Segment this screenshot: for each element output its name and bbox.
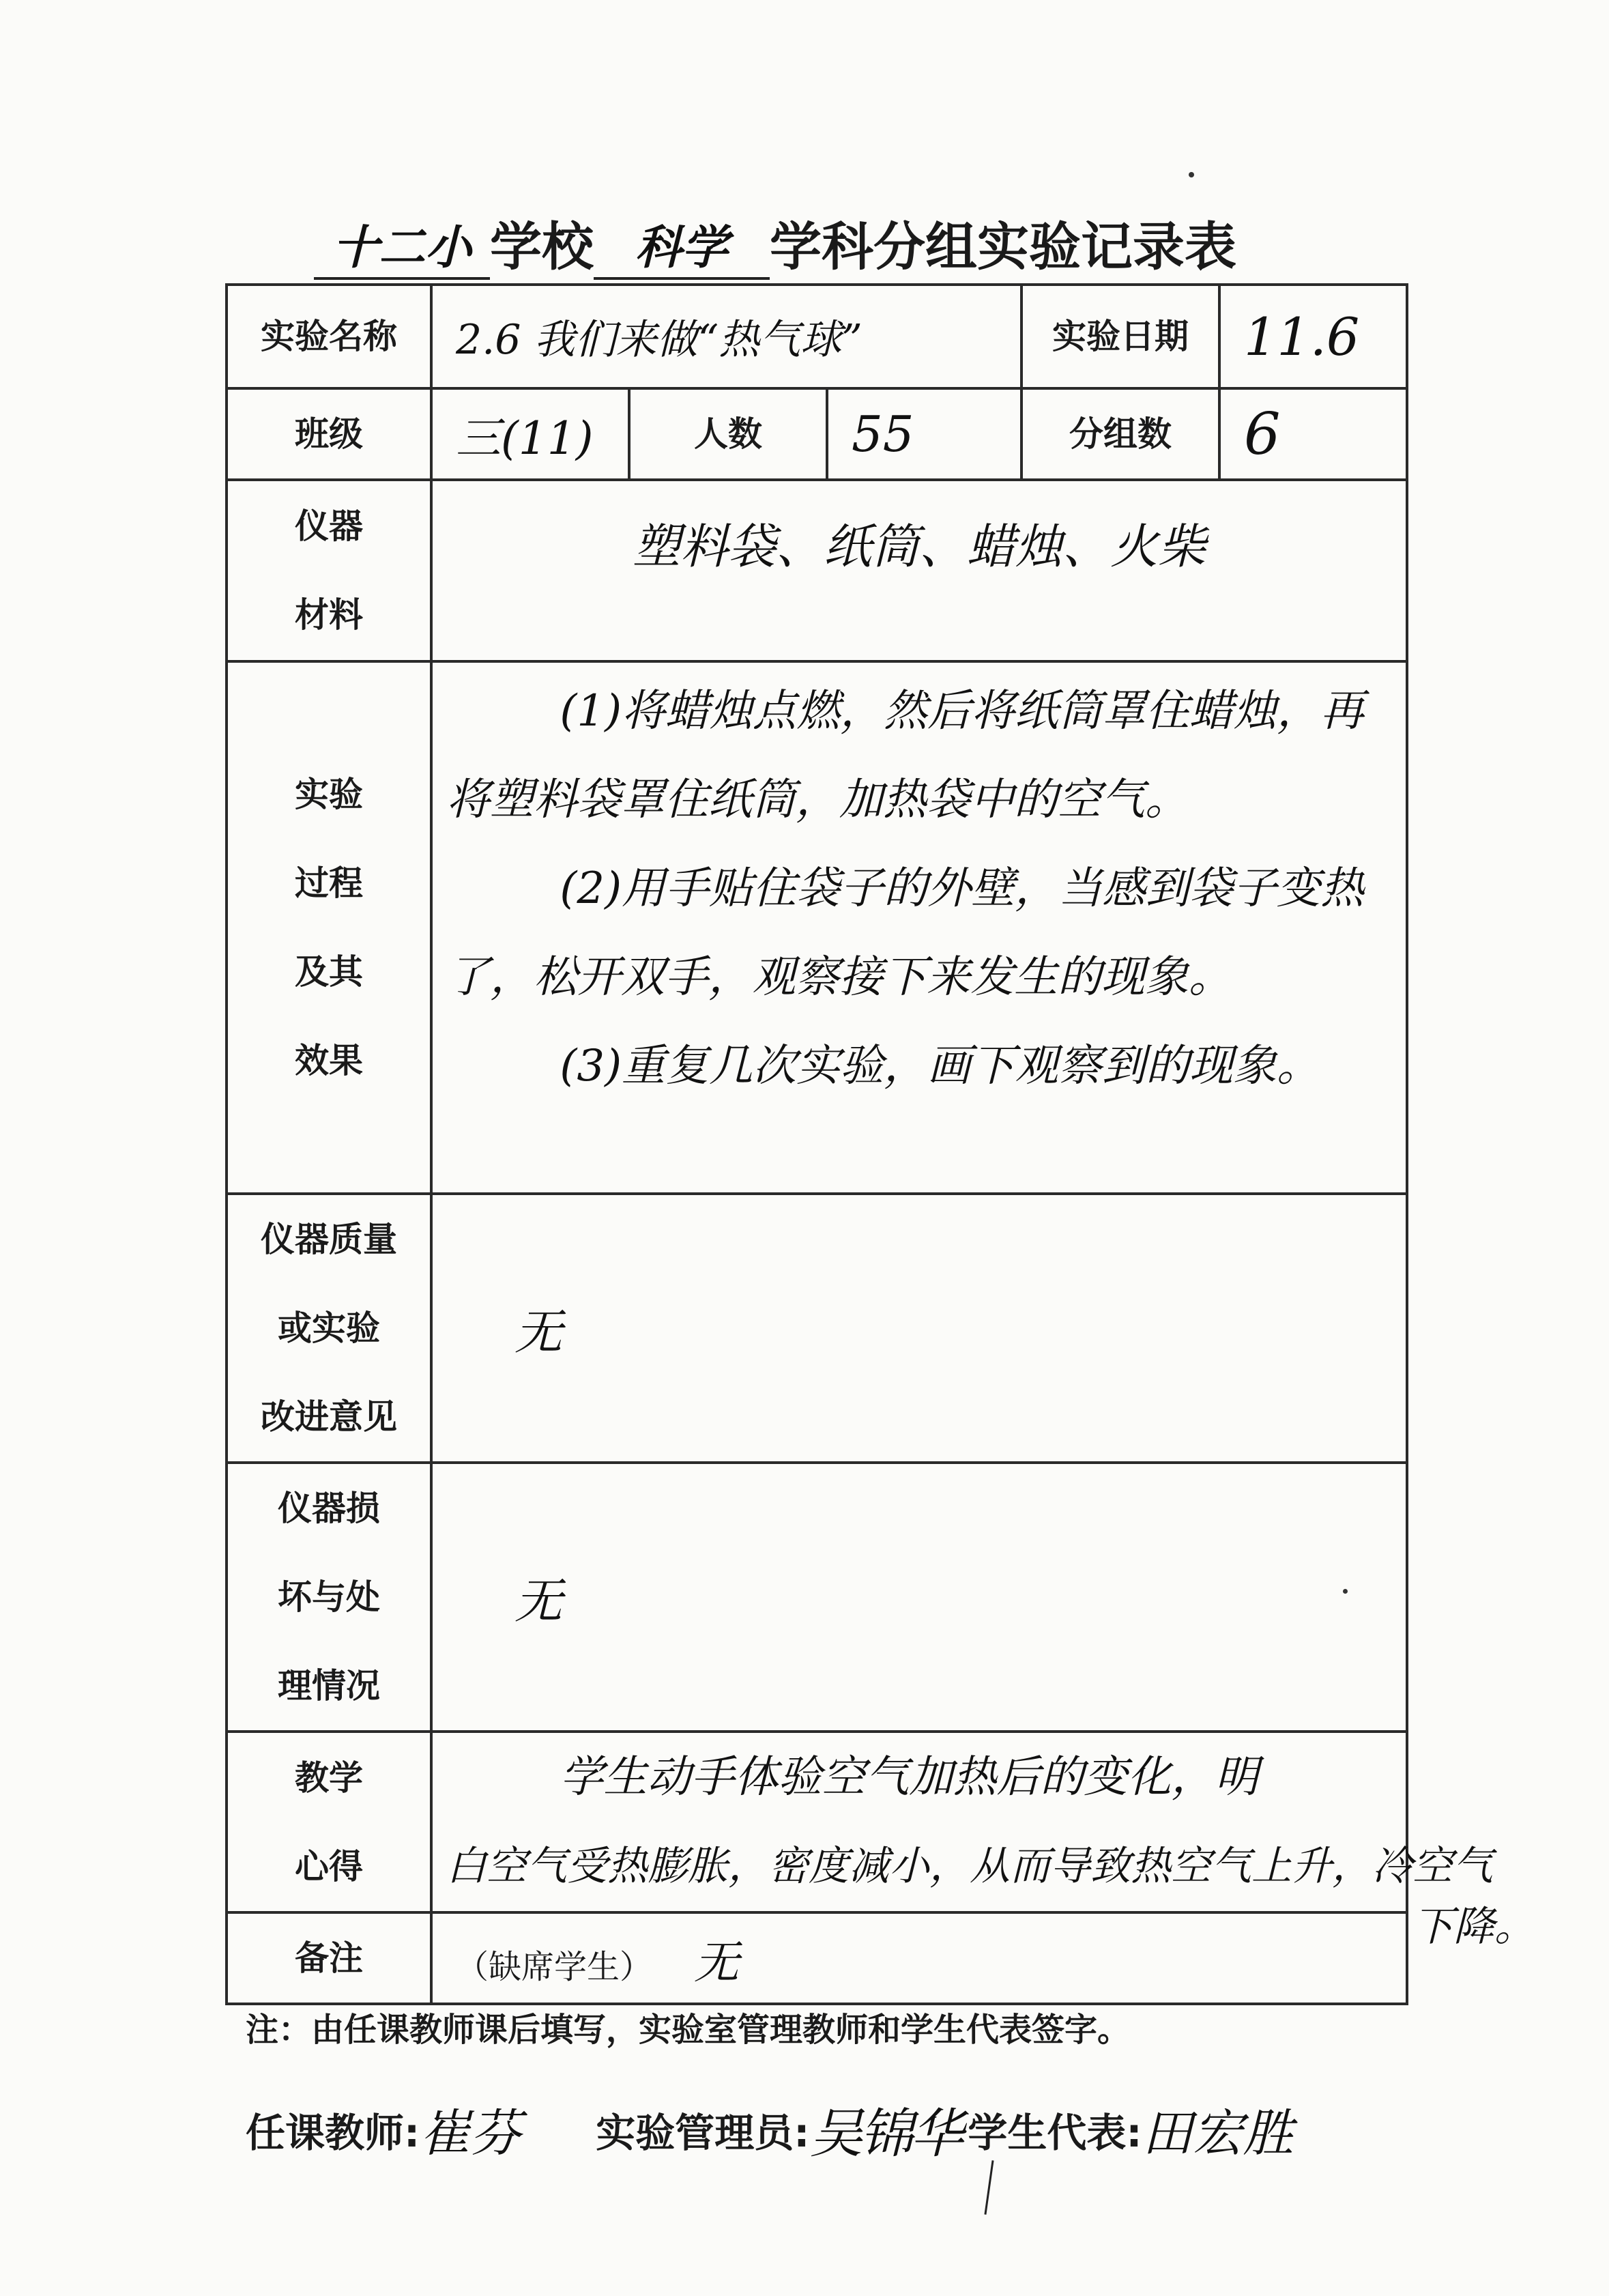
speck-mark — [1343, 1589, 1348, 1594]
row-materials — [227, 480, 1407, 661]
process-content — [431, 661, 1407, 1194]
title-suffix: 学科分组实验记录表 — [770, 216, 1236, 277]
student-label: 学生代表: — [968, 2110, 1142, 2156]
reflection-content — [431, 1732, 1494, 1912]
remarks-text: 无 — [694, 1936, 739, 1989]
quality-value: 无 — [431, 1194, 1407, 1463]
materials-value: 塑料袋、纸筒、蜡烛、火柴 — [431, 480, 1407, 661]
speck-mark — [1189, 172, 1194, 177]
groups-label: 分组数 — [1021, 388, 1219, 480]
admin-label: 实验管理员: — [596, 2110, 810, 2156]
process-step-2: (2)用手贴住袋子的外壁，当感到袋子变热了，松开双手，观察接下来发生的现象。 — [446, 863, 1365, 1003]
process-label: 实验 过程 及其 效果 — [227, 661, 431, 1194]
date-value: 11.6 — [1219, 285, 1407, 388]
reflection-line-2: 白空气受热膨胀，密度减小，从而导致热空气上升，冷空气 — [446, 1842, 1494, 1889]
count-value: 55 — [827, 388, 1021, 480]
row-remarks — [227, 1912, 1407, 2004]
class-label: 班级 — [227, 388, 431, 480]
remarks-value — [431, 1912, 1407, 2004]
class-value: 三(11) — [431, 388, 629, 480]
teacher-label: 任课教师: — [246, 2110, 420, 2156]
remarks-label: 备注 — [227, 1912, 431, 2004]
experiment-name-value: 2.6 我们来做“热气球” — [431, 285, 1021, 388]
reflection-line-3: 下降。 — [1412, 1903, 1535, 1951]
groups-value: 6 — [1219, 388, 1407, 480]
damage-value: 无 — [431, 1463, 1407, 1732]
reflection-line-1: 学生动手体验空气加热后的变化，明 — [560, 1752, 1259, 1803]
row-quality — [227, 1194, 1407, 1463]
footnote: 注：由任课教师课后填写，实验室管理教师和学生代表签字。 — [246, 2011, 1131, 2049]
process-step-1: (1)将蜡烛点燃，然后将纸筒罩住蜡烛，再将塑料袋罩住纸筒，加热袋中的空气。 — [446, 686, 1365, 825]
count-label: 人数 — [629, 388, 827, 480]
admin-signature: 吴锦华 — [809, 2104, 961, 2165]
school-suffix: 学校 — [490, 216, 594, 277]
teacher-signature: 崔芬 — [420, 2104, 521, 2163]
subject-name: 科学 — [594, 211, 770, 280]
date-label: 实验日期 — [1021, 285, 1219, 388]
materials-label: 仪器 材料 — [227, 480, 431, 661]
process-step-3: (3)重复几次实验，画下观察到的现象。 — [560, 1041, 1321, 1091]
page-title — [314, 205, 1378, 280]
row-class — [227, 388, 1407, 480]
reflection-label: 教学 心得 — [227, 1732, 431, 1912]
signature-row — [246, 2089, 1474, 2170]
damage-label: 仪器损 坏与处 理情况 — [227, 1463, 431, 1732]
student-signature: 田宏胜 — [1142, 2104, 1294, 2163]
row-reflection — [227, 1732, 1407, 1912]
row-damage — [227, 1463, 1407, 1732]
quality-label: 仪器质量 或实验 改进意见 — [227, 1194, 431, 1463]
remarks-prefix: （缺席学生） — [456, 1947, 653, 1986]
experiment-name-label: 实验名称 — [227, 285, 431, 388]
row-experiment-name — [227, 285, 1407, 388]
row-process — [227, 661, 1407, 1194]
school-name: 十二小 — [314, 211, 490, 280]
